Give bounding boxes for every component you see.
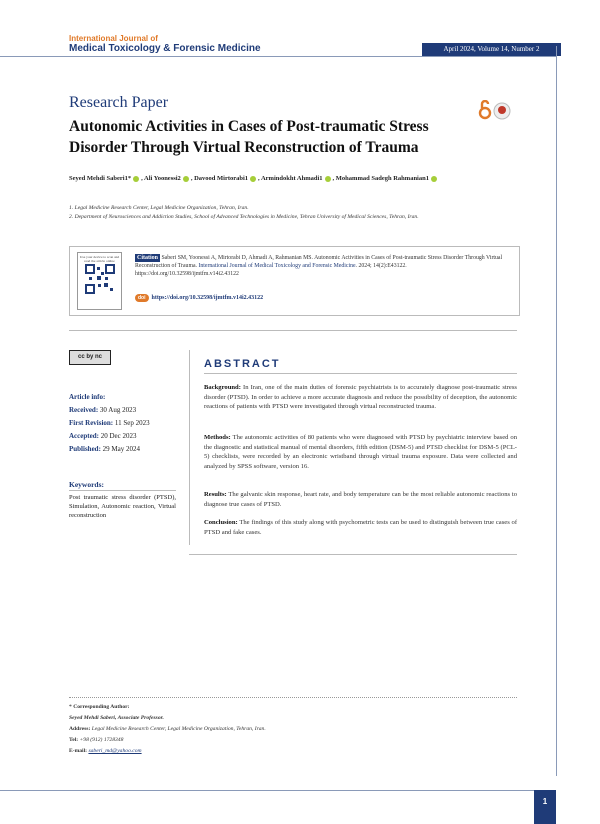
affiliation: 1. Legal Medicine Research Center, Legal Medicine Organization, Tehran, Iran. (69, 205, 249, 211)
citation-journal[interactable]: International Journal of Medical Toxicology and Forensic Medicine (198, 263, 356, 270)
header-rule (0, 56, 556, 57)
open-access-icon (478, 100, 512, 127)
author-name: Davood Mirtorabi1 (194, 175, 249, 182)
keywords-text: Post traumatic stress disorder (PTSD), Simulation, Autonomic reaction, Virtual reconstruction (69, 494, 176, 519)
keywords-rule (69, 490, 176, 491)
doi-link[interactable] (135, 294, 263, 302)
journal-name-line2: Medical Toxicology & Forensic Medicine (69, 43, 261, 54)
received-date: Received: 30 Aug 2023 (69, 406, 137, 414)
citation-details: . 2024; 14(2):E43122. https://doi.org/10.32598/ijmtfm.v14i2.43122 (135, 263, 407, 278)
article-title: Autonomic Activities in Cases of Post-traumatic Stress Disorder Through Virtual Reconstruction of Trauma (69, 118, 429, 156)
email-link[interactable]: saberi_md@yahoo.com (88, 748, 142, 754)
orcid-icon[interactable] (183, 176, 189, 182)
abstract-results: Results: The galvanic skin response, heart rate, and body temperature can be the most reliable autonomic reactions to diagnose true cases of PTSD. (204, 491, 517, 508)
affiliation: 2. Department of Neurosciences and Addiction Studies, School of Advanced Technologies in Medicine, Tehran University of Medical Sciences, Tehran, Iran. (69, 214, 419, 220)
article-info-title: Article info: (69, 393, 106, 401)
paper-type: Research Paper (69, 94, 169, 111)
license-badge[interactable]: cc by nc (69, 350, 111, 365)
orcid-icon[interactable] (133, 176, 139, 182)
author-name: Seyed Mehdi Saberi1* (69, 175, 132, 182)
citation-label: Citation (137, 255, 158, 261)
qr-panel (77, 252, 122, 310)
qr-caption: Use your device to scan and read the article online (79, 255, 120, 263)
accepted-date: Accepted: 20 Dec 2023 (69, 432, 137, 440)
corresponding-name: Seyed Mehdi Saberi, Associate Professor. (69, 715, 164, 721)
section-divider (69, 330, 517, 331)
page-number: 1 (534, 790, 556, 824)
orcid-icon[interactable] (325, 176, 331, 182)
issue-banner: April 2024, Volume 14, Number 2 (422, 43, 561, 56)
abstract-methods: Methods: The autonomic activities of 80 patients who were diagnosed with PTSD by psychiatric interview based on the diagnostic and statistical manual of mental disorders, fifth edition (DSM-5) and PTSD checklist for DSM-5 (PCL-5) checklists, were recorded by an electronic wristband through virtual trauma exposure. Data were collected and analyzed by SPSS software, version 16. (204, 434, 517, 470)
orcid-icon[interactable] (250, 176, 256, 182)
abstract-background: Background: In Iran, one of the main duties of forensic psychiatrists is to accurately diagnose post-traumatic stress disorder (PTSD). In order to achieve a more accurate diagnosis and reduce the possibility of deception, the autonomic reactions of patients with PTSD were investigated through virtual reconstructed trauma. (204, 384, 517, 411)
abstract-rule (204, 373, 517, 374)
abstract-conclusion: Conclusion: The findings of this study along with psychometric tests can be used to distinguish between true cases of PTSD and fake cases. (204, 519, 518, 536)
corresponding-email: E-mail: saberi_md@yahoo.com (69, 748, 142, 754)
margin-rule (556, 46, 557, 776)
footnote-separator (69, 697, 517, 698)
author-name: Mohammad Sadegh Rahmanian1 (335, 175, 429, 182)
author-list: Seyed Mehdi Saberi1* , Ali Yoonessi2 , Davood Mirtorabi1 , Armindokht Ahmadi1 , Mohammad Sadegh Rahmanian1 (69, 175, 539, 182)
column-separator (189, 350, 190, 545)
corresponding-title: * Corresponding Author: (69, 704, 130, 710)
citation-text (135, 254, 510, 279)
corresponding-address: Address: Legal Medicine Research Center, Legal Medicine Organization, Tehran, Iran. (69, 726, 266, 732)
qr-code-icon[interactable] (85, 264, 115, 294)
citation-body: Saberi SM, Yoonessi A, Mirtorabi D, Ahmadi A, Rahmanian MS. Autonomic Activities in Cases of Post-traumatic Stress Disorder Through Virtual Reconstruction of Trauma. (135, 255, 503, 270)
author-name: Ali Yoonessi2 (144, 175, 181, 182)
published-date: Published: 29 May 2024 (69, 445, 140, 453)
doi-icon: doi (135, 294, 149, 302)
abstract-end-rule (189, 554, 517, 555)
journal-name-line1: International Journal of (69, 34, 158, 43)
orcid-icon[interactable] (431, 176, 437, 182)
corresponding-tel: Tel: +98 (912) 1728348 (69, 737, 124, 743)
abstract-heading: ABSTRACT (204, 358, 281, 370)
keywords-title: Keywords: (69, 480, 104, 489)
revision-date: First Revision: 11 Sep 2023 (69, 419, 150, 427)
author-name: Armindokht Ahmadi1 (260, 175, 323, 182)
doi-url[interactable]: https://doi.org/10.32598/ijmtfm.v14i2.43122 (151, 295, 264, 301)
footer-rule (0, 790, 534, 791)
